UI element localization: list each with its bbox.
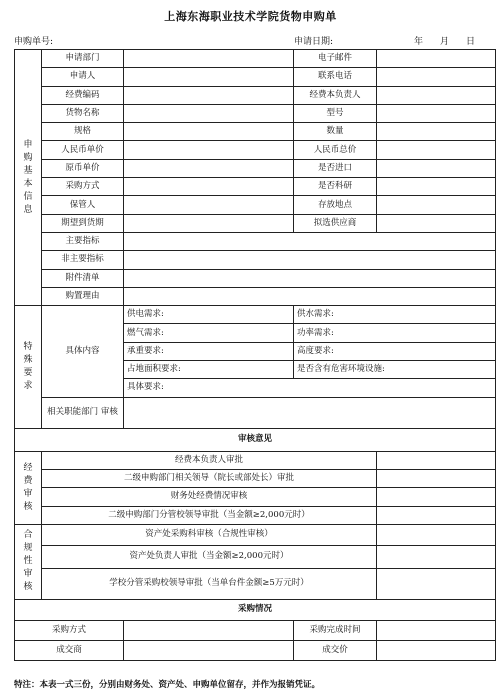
form-row xyxy=(15,287,496,305)
height-need[interactable]: 高度要求: xyxy=(294,342,496,360)
field-value[interactable] xyxy=(377,104,496,122)
field-label: 主要指标 xyxy=(42,232,124,250)
field-value[interactable] xyxy=(124,86,294,104)
form-row xyxy=(15,545,496,568)
form-row xyxy=(15,506,496,524)
section-basic-label: 申购基本信息 xyxy=(15,50,42,306)
audit-item: 学校分管采购校领导审批（当单台件金额≥5万元时） xyxy=(42,568,377,599)
field-label: 拟选供应商 xyxy=(294,214,377,232)
audit-signoff[interactable] xyxy=(377,469,496,487)
form-row xyxy=(15,214,496,232)
field-value[interactable] xyxy=(124,287,496,305)
field-value[interactable] xyxy=(377,68,496,86)
field-value[interactable] xyxy=(377,123,496,141)
field-label: 电子邮件 xyxy=(294,50,377,68)
wattage-need[interactable]: 功率需求: xyxy=(294,324,496,342)
field-value[interactable] xyxy=(124,68,294,86)
audit-item: 财务处经费情况审核 xyxy=(42,488,377,506)
form-row xyxy=(15,141,496,159)
field-value[interactable] xyxy=(377,50,496,68)
field-label: 货物名称 xyxy=(42,104,124,122)
vendor-label: 成交商 xyxy=(15,640,124,660)
field-value[interactable] xyxy=(124,269,496,287)
field-label: 人民币总价 xyxy=(294,141,377,159)
field-value[interactable] xyxy=(124,50,294,68)
field-value[interactable] xyxy=(377,214,496,232)
finish-time-label: 采购完成时间 xyxy=(294,620,377,640)
form-row xyxy=(15,232,496,250)
field-value[interactable] xyxy=(377,141,496,159)
form-row xyxy=(15,196,496,214)
content-label: 具体内容 xyxy=(42,306,124,397)
field-label: 经费编码 xyxy=(42,86,124,104)
price-label: 成交价 xyxy=(294,640,377,660)
vendor-value[interactable] xyxy=(124,640,294,660)
finish-time-value[interactable] xyxy=(377,620,496,640)
compliance-section-label: 合规性审核 xyxy=(15,524,42,599)
field-label: 申请人 xyxy=(42,68,124,86)
form-row xyxy=(15,104,496,122)
purchase-heading: 采购情况 xyxy=(15,599,496,620)
audit-heading: 审核意见 xyxy=(15,428,496,451)
field-label: 经费本负责人 xyxy=(294,86,377,104)
field-value[interactable] xyxy=(377,86,496,104)
purchase-form-table xyxy=(14,49,496,661)
field-value[interactable] xyxy=(124,178,294,196)
audit-item: 二级申购部门相关领导（院长或部处长）审批 xyxy=(42,469,377,487)
dept-review-value[interactable] xyxy=(124,397,496,428)
order-no-label: 申购单号: xyxy=(14,37,54,47)
month-label: 月 xyxy=(440,37,450,47)
field-label: 是否进口 xyxy=(294,159,377,177)
field-label: 采购方式 xyxy=(42,178,124,196)
audit-signoff[interactable] xyxy=(377,451,496,469)
field-value[interactable] xyxy=(124,159,294,177)
field-value[interactable] xyxy=(377,178,496,196)
form-row xyxy=(15,488,496,506)
purchase-method-value[interactable] xyxy=(124,620,294,640)
form-row xyxy=(15,620,496,640)
form-row xyxy=(15,451,496,469)
form-row xyxy=(15,397,496,428)
gas-need[interactable]: 燃气需求: xyxy=(124,324,294,342)
form-row xyxy=(15,524,496,545)
form-row xyxy=(15,50,496,68)
day-label: 日 xyxy=(466,37,476,47)
form-row xyxy=(15,640,496,660)
footer-note: 特注：本表一式三份，分别由财务处、资产处、申购单位留存，并作为报销凭证。 xyxy=(14,680,321,690)
field-label: 联系电话 xyxy=(294,68,377,86)
field-label: 非主要指标 xyxy=(42,251,124,269)
form-row xyxy=(15,428,496,451)
field-label: 购置理由 xyxy=(42,287,124,305)
field-value[interactable] xyxy=(124,214,294,232)
form-row xyxy=(15,86,496,104)
form-row xyxy=(15,469,496,487)
year-label: 年 xyxy=(414,37,424,47)
field-value[interactable] xyxy=(124,141,294,159)
field-label: 申请部门 xyxy=(42,50,124,68)
audit-signoff[interactable] xyxy=(377,506,496,524)
purchase-method-label: 采购方式 xyxy=(15,620,124,640)
apply-date-label: 申请日期: xyxy=(294,37,334,47)
field-value[interactable] xyxy=(124,104,294,122)
detail-need[interactable]: 具体要求: xyxy=(124,379,496,397)
load-need[interactable]: 承重要求: xyxy=(124,342,294,360)
form-title: 上海东海职业技术学院货物申购单 xyxy=(164,10,337,23)
field-label: 附件清单 xyxy=(42,269,124,287)
form-row xyxy=(15,123,496,141)
hazard-need[interactable]: 是否含有危害环境设施: xyxy=(294,361,496,379)
form-row xyxy=(15,178,496,196)
audit-signoff[interactable] xyxy=(377,545,496,568)
field-label: 数量 xyxy=(294,123,377,141)
dept-review-label: 相关职能部门 审核 xyxy=(42,397,124,428)
field-value[interactable] xyxy=(124,232,496,250)
audit-signoff[interactable] xyxy=(377,488,496,506)
form-row xyxy=(15,306,496,324)
field-label: 保管人 xyxy=(42,196,124,214)
field-value[interactable] xyxy=(124,251,496,269)
audit-item: 经费本负责人审批 xyxy=(42,451,377,469)
audit-signoff[interactable] xyxy=(377,568,496,599)
field-value[interactable] xyxy=(377,159,496,177)
form-row xyxy=(15,568,496,599)
section-special-label: 特殊要求 xyxy=(15,306,42,428)
form-row xyxy=(15,599,496,620)
funding-section-label: 经费审核 xyxy=(15,451,42,524)
area-need[interactable]: 占地面积要求: xyxy=(124,361,294,379)
field-label: 是否科研 xyxy=(294,178,377,196)
water-need[interactable]: 供水需求: xyxy=(294,306,496,324)
audit-item: 二级申购部门分管校领导审批（当金额≥2,000元时） xyxy=(42,506,377,524)
field-label: 存放地点 xyxy=(294,196,377,214)
field-value[interactable] xyxy=(377,196,496,214)
audit-item: 资产处负责人审批（当金额≥2,000元时） xyxy=(42,545,377,568)
audit-signoff[interactable] xyxy=(377,524,496,545)
field-label: 期望到货期 xyxy=(42,214,124,232)
field-value[interactable] xyxy=(124,123,294,141)
field-value[interactable] xyxy=(124,196,294,214)
field-label: 型号 xyxy=(294,104,377,122)
form-row xyxy=(15,269,496,287)
field-label: 原币单价 xyxy=(42,159,124,177)
form-row xyxy=(15,68,496,86)
form-row xyxy=(15,251,496,269)
price-value[interactable] xyxy=(377,640,496,660)
field-label: 规格 xyxy=(42,123,124,141)
form-row xyxy=(15,159,496,177)
audit-item: 资产处采购科审核（合规性审核） xyxy=(42,524,377,545)
power-need[interactable]: 供电需求: xyxy=(124,306,294,324)
field-label: 人民币单价 xyxy=(42,141,124,159)
